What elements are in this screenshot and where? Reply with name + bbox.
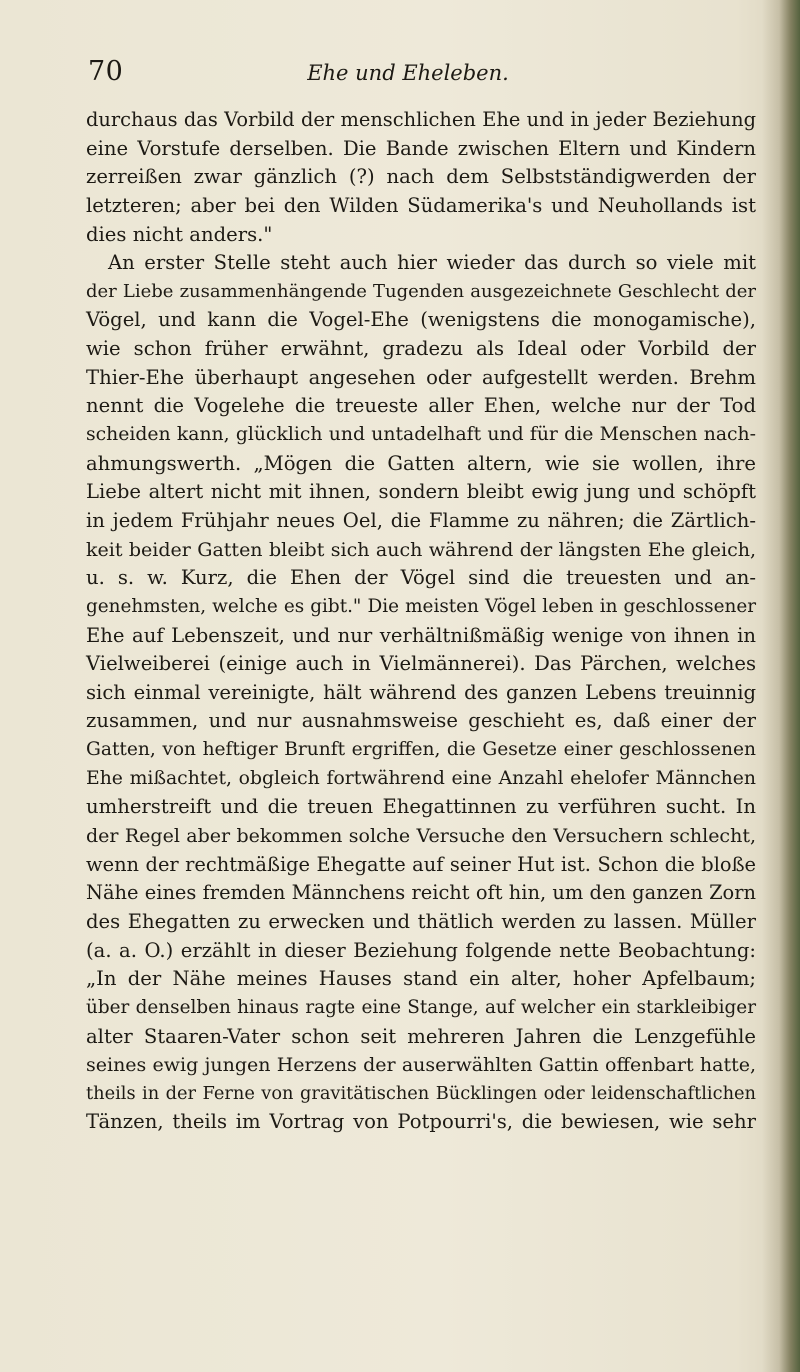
text-line: der Regel aber bekommen solche Versuche den Versuchern schlecht, (86, 825, 756, 848)
text-line: „In der Nähe meines Hauses stand ein alter, hoher Apfelbaum; (86, 967, 756, 991)
text-line: dies nicht anders." (86, 222, 273, 246)
text-line: u. s. w. Kurz, die Ehen der Vögel sind die treuesten und an- (86, 566, 756, 590)
text-line: Thier-Ehe überhaupt angesehen oder aufgestellt werden. Brehm (86, 365, 756, 389)
text-line: Vögel, und kann die Vogel-Ehe (wenigstens die monogamische), (86, 308, 756, 332)
text-line: zusammen, und nur ausnahmsweise geschieht es, daß einer der (86, 709, 756, 733)
page-number: 70 (88, 56, 124, 87)
text-line: sich einmal vereinigte, hält während des ganzen Lebens treuinnig (86, 680, 756, 704)
page-header (88, 56, 728, 96)
text-line: Gatten, von heftiger Brunft ergriffen, die Gesetze einer geschlossenen (86, 739, 756, 761)
text-line: Ehe mißachtet, obgleich fortwährend eine Anzahl ehelofer Männchen (86, 767, 756, 789)
text-line: eine Vorstufe derselben. Die Bande zwischen Eltern und Kindern (86, 136, 756, 160)
running-title: Ehe und Eheleben. (307, 61, 509, 85)
text-line: seines ewig jungen Herzens der auserwählten Gattin offenbart hatte, (86, 1054, 756, 1077)
text-line: scheiden kann, glücklich und untadelhaft und für die Menschen nach- (86, 424, 756, 446)
text-line: des Ehegatten zu erwecken und thätlich werden zu lassen. Müller (86, 909, 756, 933)
text-line: der Liebe zusammenhängende Tugenden ausgezeichnete Geschlecht der (86, 280, 756, 302)
text-line: zerreißen zwar gänzlich (?) nach dem Selbstständigwerden der (86, 165, 756, 189)
text-line: Tänzen, theils im Vortrag von Potpourri's, die bewiesen, wie sehr (86, 1110, 756, 1134)
text-line: keit beider Gatten bleibt sich auch während der längsten Ehe gleich, (86, 538, 756, 561)
text-line: Nähe eines fremden Männchens reicht oft hin, um den ganzen Zorn (86, 881, 756, 905)
text-line: Vielweiberei (einige auch in Vielmännerei). Das Pärchen, welches (86, 652, 756, 676)
text-line: letzteren; aber bei den Wilden Südamerika's und Neuhollands ist (86, 193, 756, 217)
body-text (86, 106, 756, 1137)
text-line: durchaus das Vorbild der menschlichen Ehe und in jeder Beziehung (86, 108, 756, 131)
text-line: Ehe auf Lebenszeit, und nur verhältnißmäßig wenige von ihnen in (86, 623, 756, 647)
text-line: ahmungswerth. „Mögen die Gatten altern, wie sie wollen, ihre (86, 451, 756, 475)
text-line: An erster Stelle steht auch hier wieder das durch so viele mit (108, 251, 756, 275)
page-edge-shadow (762, 0, 800, 1372)
text-line: umherstreift und die treuen Ehegattinnen zu verführen sucht. In (86, 795, 756, 819)
text-line: wie schon früher erwähnt, gradezu als Ideal oder Vorbild der (86, 337, 756, 361)
text-line: Liebe altert nicht mit ihnen, sondern bleibt ewig jung und schöpft (86, 480, 756, 504)
text-line: wenn der rechtmäßige Ehegatte auf seiner Hut ist. Schon die bloße (86, 852, 756, 876)
text-line: (a. a. O.) erzählt in dieser Beziehung folgende nette Beobachtung: (86, 938, 756, 962)
text-line: über denselben hinaus ragte eine Stange, auf welcher ein starkleibiger (86, 996, 756, 1018)
text-line: theils in der Ferne von gravitätischen Bücklingen oder leidenschaftlichen (86, 1082, 756, 1104)
text-line: genehmsten, welche es gibt." Die meisten Vögel leben in geschlossener (86, 595, 756, 617)
text-line: nennt die Vogelehe die treueste aller Ehen, welche nur der Tod (86, 394, 756, 418)
text-line: alter Staaren-Vater schon seit mehreren Jahren die Lenzgefühle (86, 1024, 756, 1048)
text-line: in jedem Frühjahr neues Oel, die Flamme zu nähren; die Zärtlich- (86, 508, 756, 532)
